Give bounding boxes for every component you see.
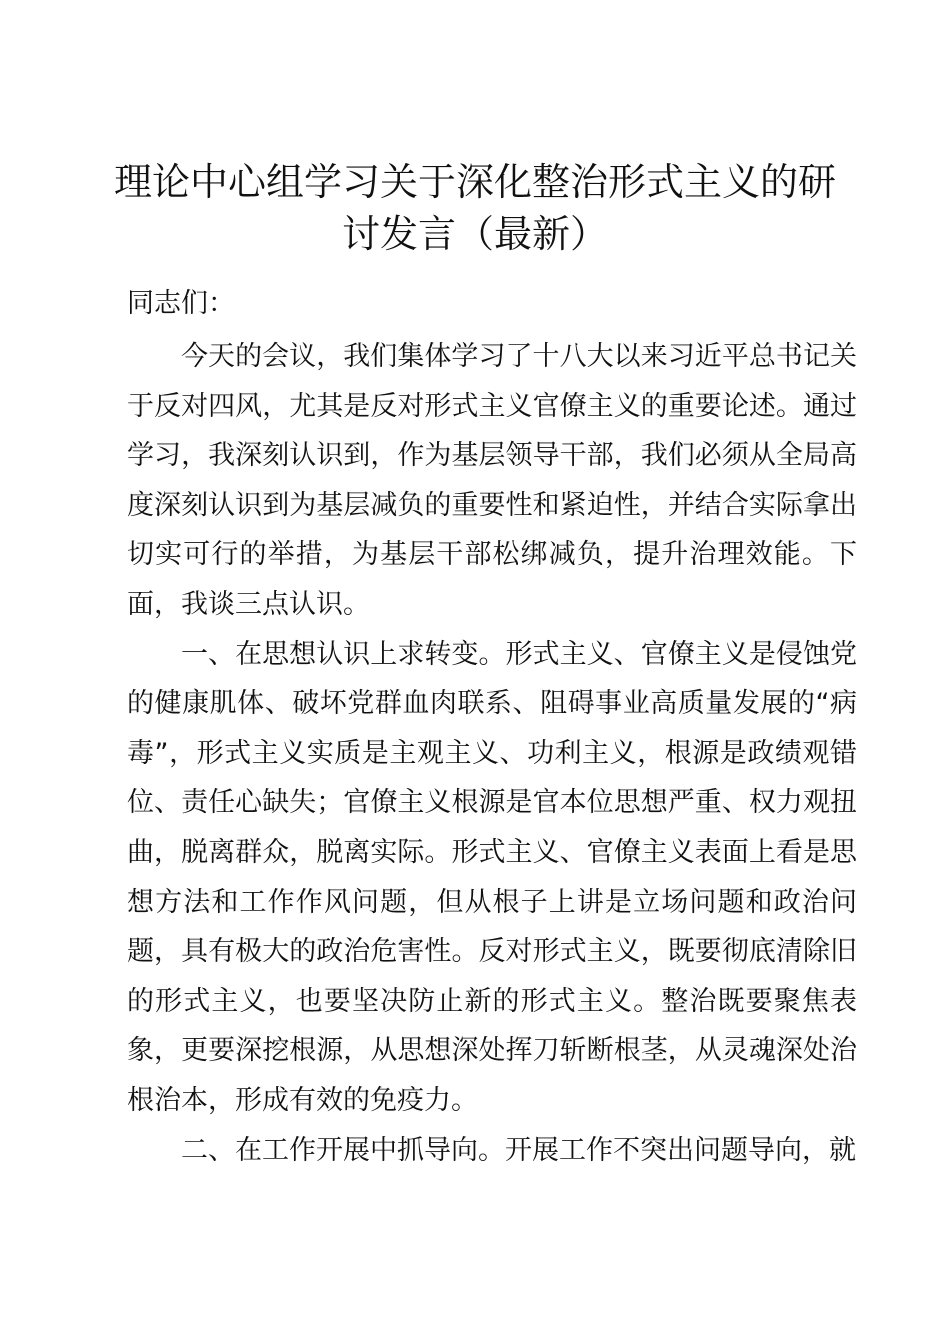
salutation: 同志们： — [127, 288, 235, 319]
paragraph-section-two: 二、在工作开展中抓导向。开展工作不突出问题导向，就 — [181, 1134, 856, 1166]
paragraph-intro: 今天的会议，我们集体学习了十八大以来习近平总书记关于反对四风，尤其是反对形式主义官僚主义的重要论述。通过学习，我深刻认识到，作为基层领导干部，我们必须从全局高度深刻认识到为基层减负的重要性和紧迫性，并结合实际拿出切实可行的举措，为基层干部松绑减负，提升治理效能。下面，我谈三点认识。 — [127, 341, 857, 620]
document-body — [127, 332, 857, 1175]
paragraph-section-one: 一、在思想认识上求转变。形式主义、官僚主义是侵蚀党的健康肌体、破坏党群血肉联系、阻碍事业高质量发展的“病毒”，形式主义实质是主观主义、功利主义，根源是政绩观错位、责任心缺失；官僚主义根源是官本位思想严重、权力观扭曲，脱离群众，脱离实际。形式主义、官僚主义表面上看是思想方法和工作作风问题，但从根子上讲是立场问题和政治问题，具有极大的政治危害性。反对形式主义，既要彻底清除旧的形式主义，也要坚决防止新的形式主义。整治既要聚焦表象，更要深挖根源，从思想深处挥刀斩断根茎，从灵魂深处治根治本，形成有效的免疫力。 — [127, 638, 857, 1116]
document-title: 理论中心组学习关于深化整治形式主义的研讨发言（最新） — [113, 160, 836, 256]
